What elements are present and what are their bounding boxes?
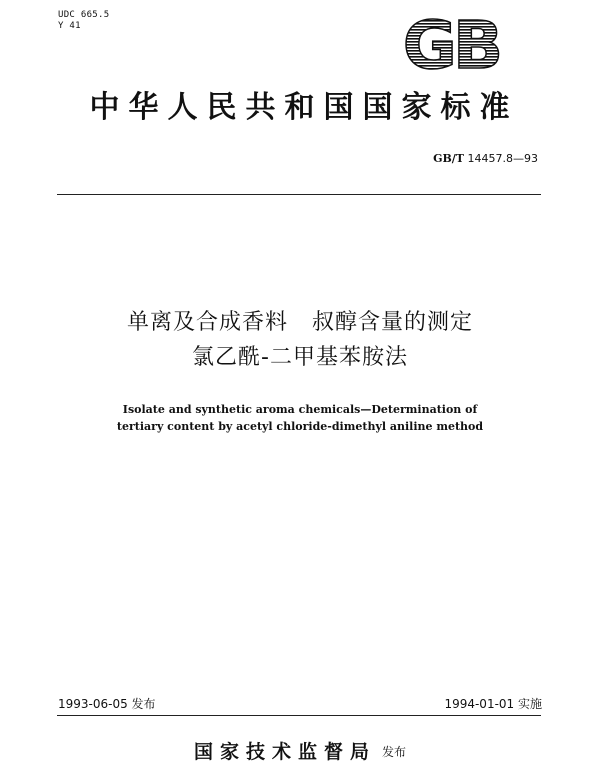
publisher-suffix: 发布 <box>382 745 407 759</box>
standard-number-value: 14457.8—93 <box>467 152 538 165</box>
issue-date: 1993-06-05 发布 <box>58 697 156 711</box>
classification-codes <box>58 10 109 32</box>
national-standard-title: 中华人民共和国国家标准 <box>89 90 519 125</box>
implementation-date: 1994-01-01 实施 <box>444 697 542 711</box>
top-divider <box>57 194 541 195</box>
gb-logo-text: GB <box>402 14 500 74</box>
english-title-line-1: Isolate and synthetic aroma chemicals—Determination of <box>122 403 478 416</box>
gb-logo <box>394 14 508 74</box>
chinese-title-line-1: 单离及合成香料 叔醇含量的测定 <box>127 310 473 335</box>
class-code: Y 41 <box>58 21 81 31</box>
chinese-title-line-2: 氯乙酰-二甲基苯胺法 <box>192 345 408 370</box>
udc-code: UDC 665.5 <box>58 10 110 20</box>
standard-number-prefix: GB/T <box>433 152 464 165</box>
publisher <box>0 737 600 764</box>
bottom-divider <box>57 715 541 716</box>
standard-number <box>433 152 538 165</box>
english-title-line-2: tertiary content by acetyl chloride-dimethyl aniline method <box>116 420 484 433</box>
publisher-name: 国家技术监督局 <box>193 741 376 763</box>
